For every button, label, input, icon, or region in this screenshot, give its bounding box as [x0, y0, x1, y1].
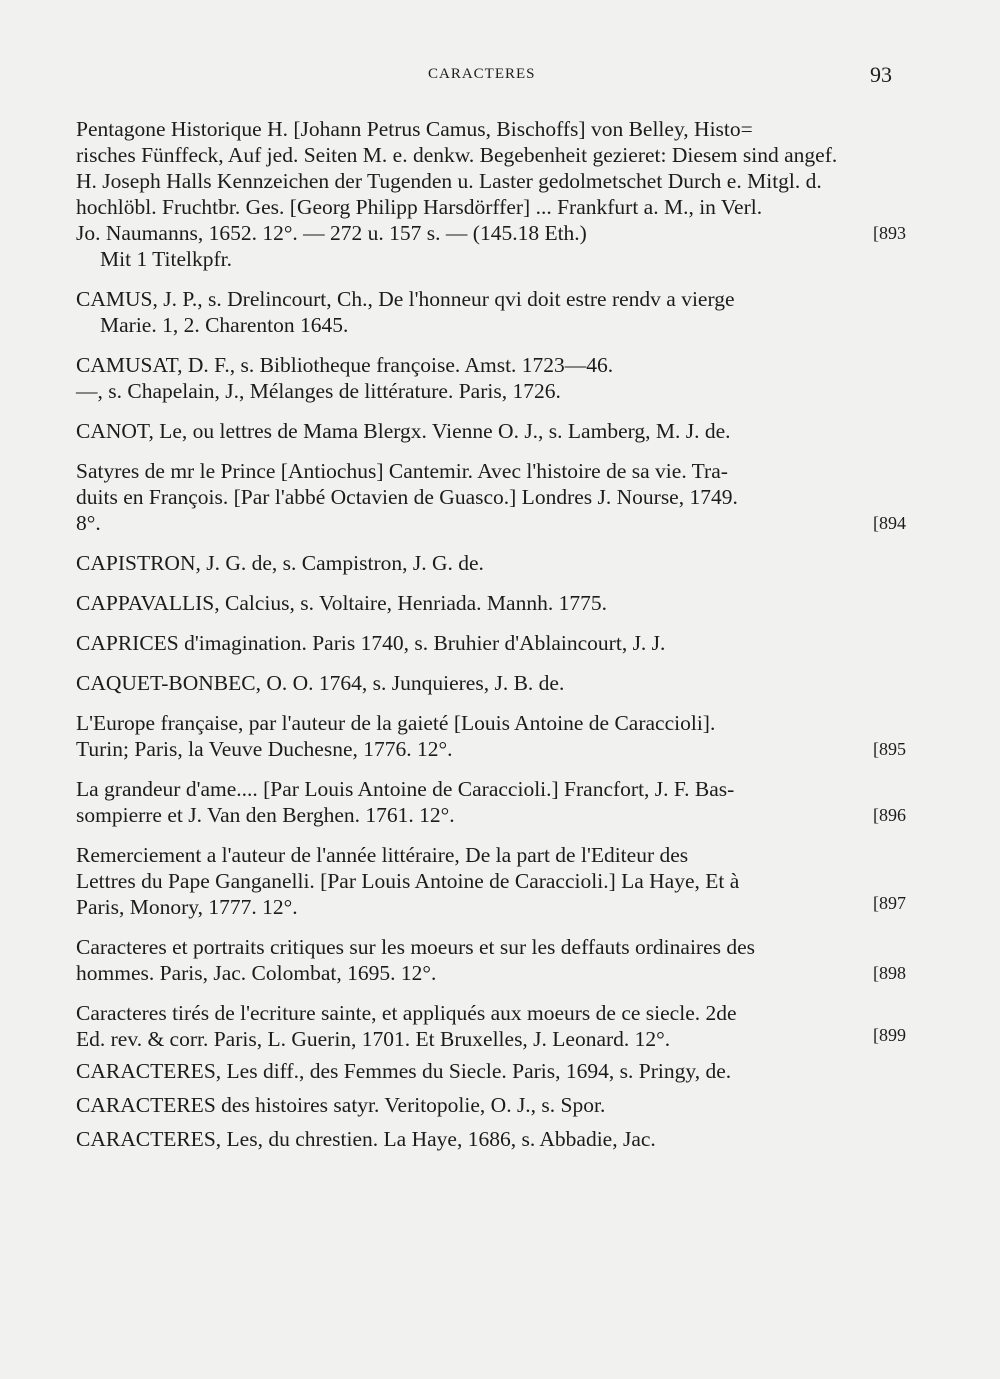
- entry-list: [76, 116, 906, 1152]
- running-head: CARACTERES: [428, 66, 536, 82]
- entry-number: [899: [873, 1025, 906, 1045]
- entry-canot: [76, 418, 906, 444]
- entry-remerciement: [76, 842, 906, 920]
- entry-line: Lettres du Pape Ganganelli. [Par Louis Antoine de Caraccioli.] La Haye, Et à: [76, 869, 740, 893]
- entry-europe-francaise: [76, 710, 906, 762]
- entry-line: CAPPAVALLIS, Calcius, s. Voltaire, Henriada. Mannh. 1775.: [76, 591, 607, 615]
- entry-line: Marie. 1, 2. Charenton 1645.: [100, 313, 349, 337]
- entry-capistron: [76, 550, 906, 576]
- entry-line: Satyres de mr le Prince [Antiochus] Cantemir. Avec l'histoire de sa vie. Tra-: [76, 459, 728, 483]
- entry-number: [898: [873, 963, 906, 983]
- entry-line: CAPISTRON, J. G. de, s. Campistron, J. G. de.: [76, 551, 484, 575]
- entry-line: risches Fünffeck, Auf jed. Seiten M. e. denkw. Begebenheit gezieret: Diesem sind angef.: [76, 143, 838, 167]
- entry-line: Pentagone Historique H. [Johann Petrus Camus, Bischoffs] von Belley, Histo=: [76, 117, 753, 141]
- entry-line: La grandeur d'ame.... [Par Louis Antoine de Caraccioli.] Francfort, J. F. Bas-: [76, 777, 735, 801]
- entry-line: CARACTERES, Les, du chrestien. La Haye, 1686, s. Abbadie, Jac.: [76, 1127, 656, 1151]
- entry-line: —, s. Chapelain, J., Mélanges de littérature. Paris, 1726.: [76, 379, 561, 403]
- entry-cappavallis: [76, 590, 906, 616]
- entry-line: hochlöbl. Fruchtbr. Ges. [Georg Philipp Harsdörffer] ... Frankfurt a. M., in Verl.: [76, 195, 763, 219]
- entry-line: CANOT, Le, ou lettres de Mama Blergx. Vienne O. J., s. Lamberg, M. J. de.: [76, 419, 731, 443]
- entry-line: Remerciement a l'auteur de l'année littéraire, De la part de l'Editeur des: [76, 843, 689, 867]
- entry-number: [893: [873, 223, 906, 243]
- entry-line: Caracteres et portraits critiques sur les moeurs et sur les deffauts ordinaires des: [76, 935, 756, 959]
- entry-caracteres-portraits: [76, 934, 906, 986]
- entry-cantemir: [76, 458, 906, 536]
- entry-camusat: [76, 352, 906, 404]
- page-number: 93: [870, 62, 892, 87]
- entry-line: Paris, Monory, 1777. 12°.: [76, 895, 298, 919]
- entry-line: Mit 1 Titelkpfr.: [100, 247, 233, 271]
- entry-line: Ed. rev. & corr. Paris, L. Guerin, 1701. Et Bruxelles, J. Leonard. 12°.: [76, 1027, 671, 1051]
- entry-line: Turin; Paris, la Veuve Duchesne, 1776. 12°.: [76, 737, 453, 761]
- entry-caprices: [76, 630, 906, 656]
- entry-number: [897: [873, 893, 906, 913]
- entry-grandeur-dame: [76, 776, 906, 828]
- entry-caracteres-histoires: [76, 1092, 906, 1118]
- entry-line: CAQUET-BONBEC, O. O. 1764, s. Junquieres, J. B. de.: [76, 671, 565, 695]
- entry-number: [896: [873, 805, 906, 825]
- entry-line: CAMUSAT, D. F., s. Bibliotheque françoise. Amst. 1723—46.: [76, 353, 614, 377]
- entry-line: duits en François. [Par l'abbé Octavien de Guasco.] Londres J. Nourse, 1749.: [76, 485, 738, 509]
- entry-caquet-bonbec: [76, 670, 906, 696]
- entry-line: Caracteres tirés de l'ecriture sainte, et appliqués aux moeurs de ce siecle. 2de: [76, 1001, 737, 1025]
- entry-line: CAPRICES d'imagination. Paris 1740, s. Bruhier d'Ablaincourt, J. J.: [76, 631, 666, 655]
- entry-line: CAMUS, J. P., s. Drelincourt, Ch., De l'honneur qvi doit estre rendv a vierge: [76, 287, 735, 311]
- entry-caracteres-femmes: [76, 1058, 906, 1084]
- entry-camus: [76, 286, 906, 338]
- entry-line: CARACTERES des histoires satyr. Veritopolie, O. J., s. Spor.: [76, 1093, 606, 1117]
- entry-line: Jo. Naumanns, 1652. 12°. — 272 u. 157 s. — (145.18 Eth.): [76, 221, 587, 245]
- entry-line: CARACTERES, Les diff., des Femmes du Siecle. Paris, 1694, s. Pringy, de.: [76, 1059, 732, 1083]
- entry-pentagone-historique: [76, 116, 906, 272]
- entry-line: hommes. Paris, Jac. Colombat, 1695. 12°.: [76, 961, 437, 985]
- entry-line: H. Joseph Halls Kennzeichen der Tugenden u. Laster gedolmetschet Durch e. Mitgl. d.: [76, 169, 822, 193]
- entry-caracteres-tires: [76, 1000, 906, 1052]
- entry-line: sompierre et J. Van den Berghen. 1761. 12°.: [76, 803, 455, 827]
- entry-line: L'Europe française, par l'auteur de la gaieté [Louis Antoine de Caraccioli].: [76, 711, 716, 735]
- entry-caracteres-chrestien: [76, 1126, 906, 1152]
- entry-number: [895: [873, 739, 906, 759]
- entry-line: 8°.: [76, 511, 101, 535]
- entry-number: [894: [873, 513, 906, 533]
